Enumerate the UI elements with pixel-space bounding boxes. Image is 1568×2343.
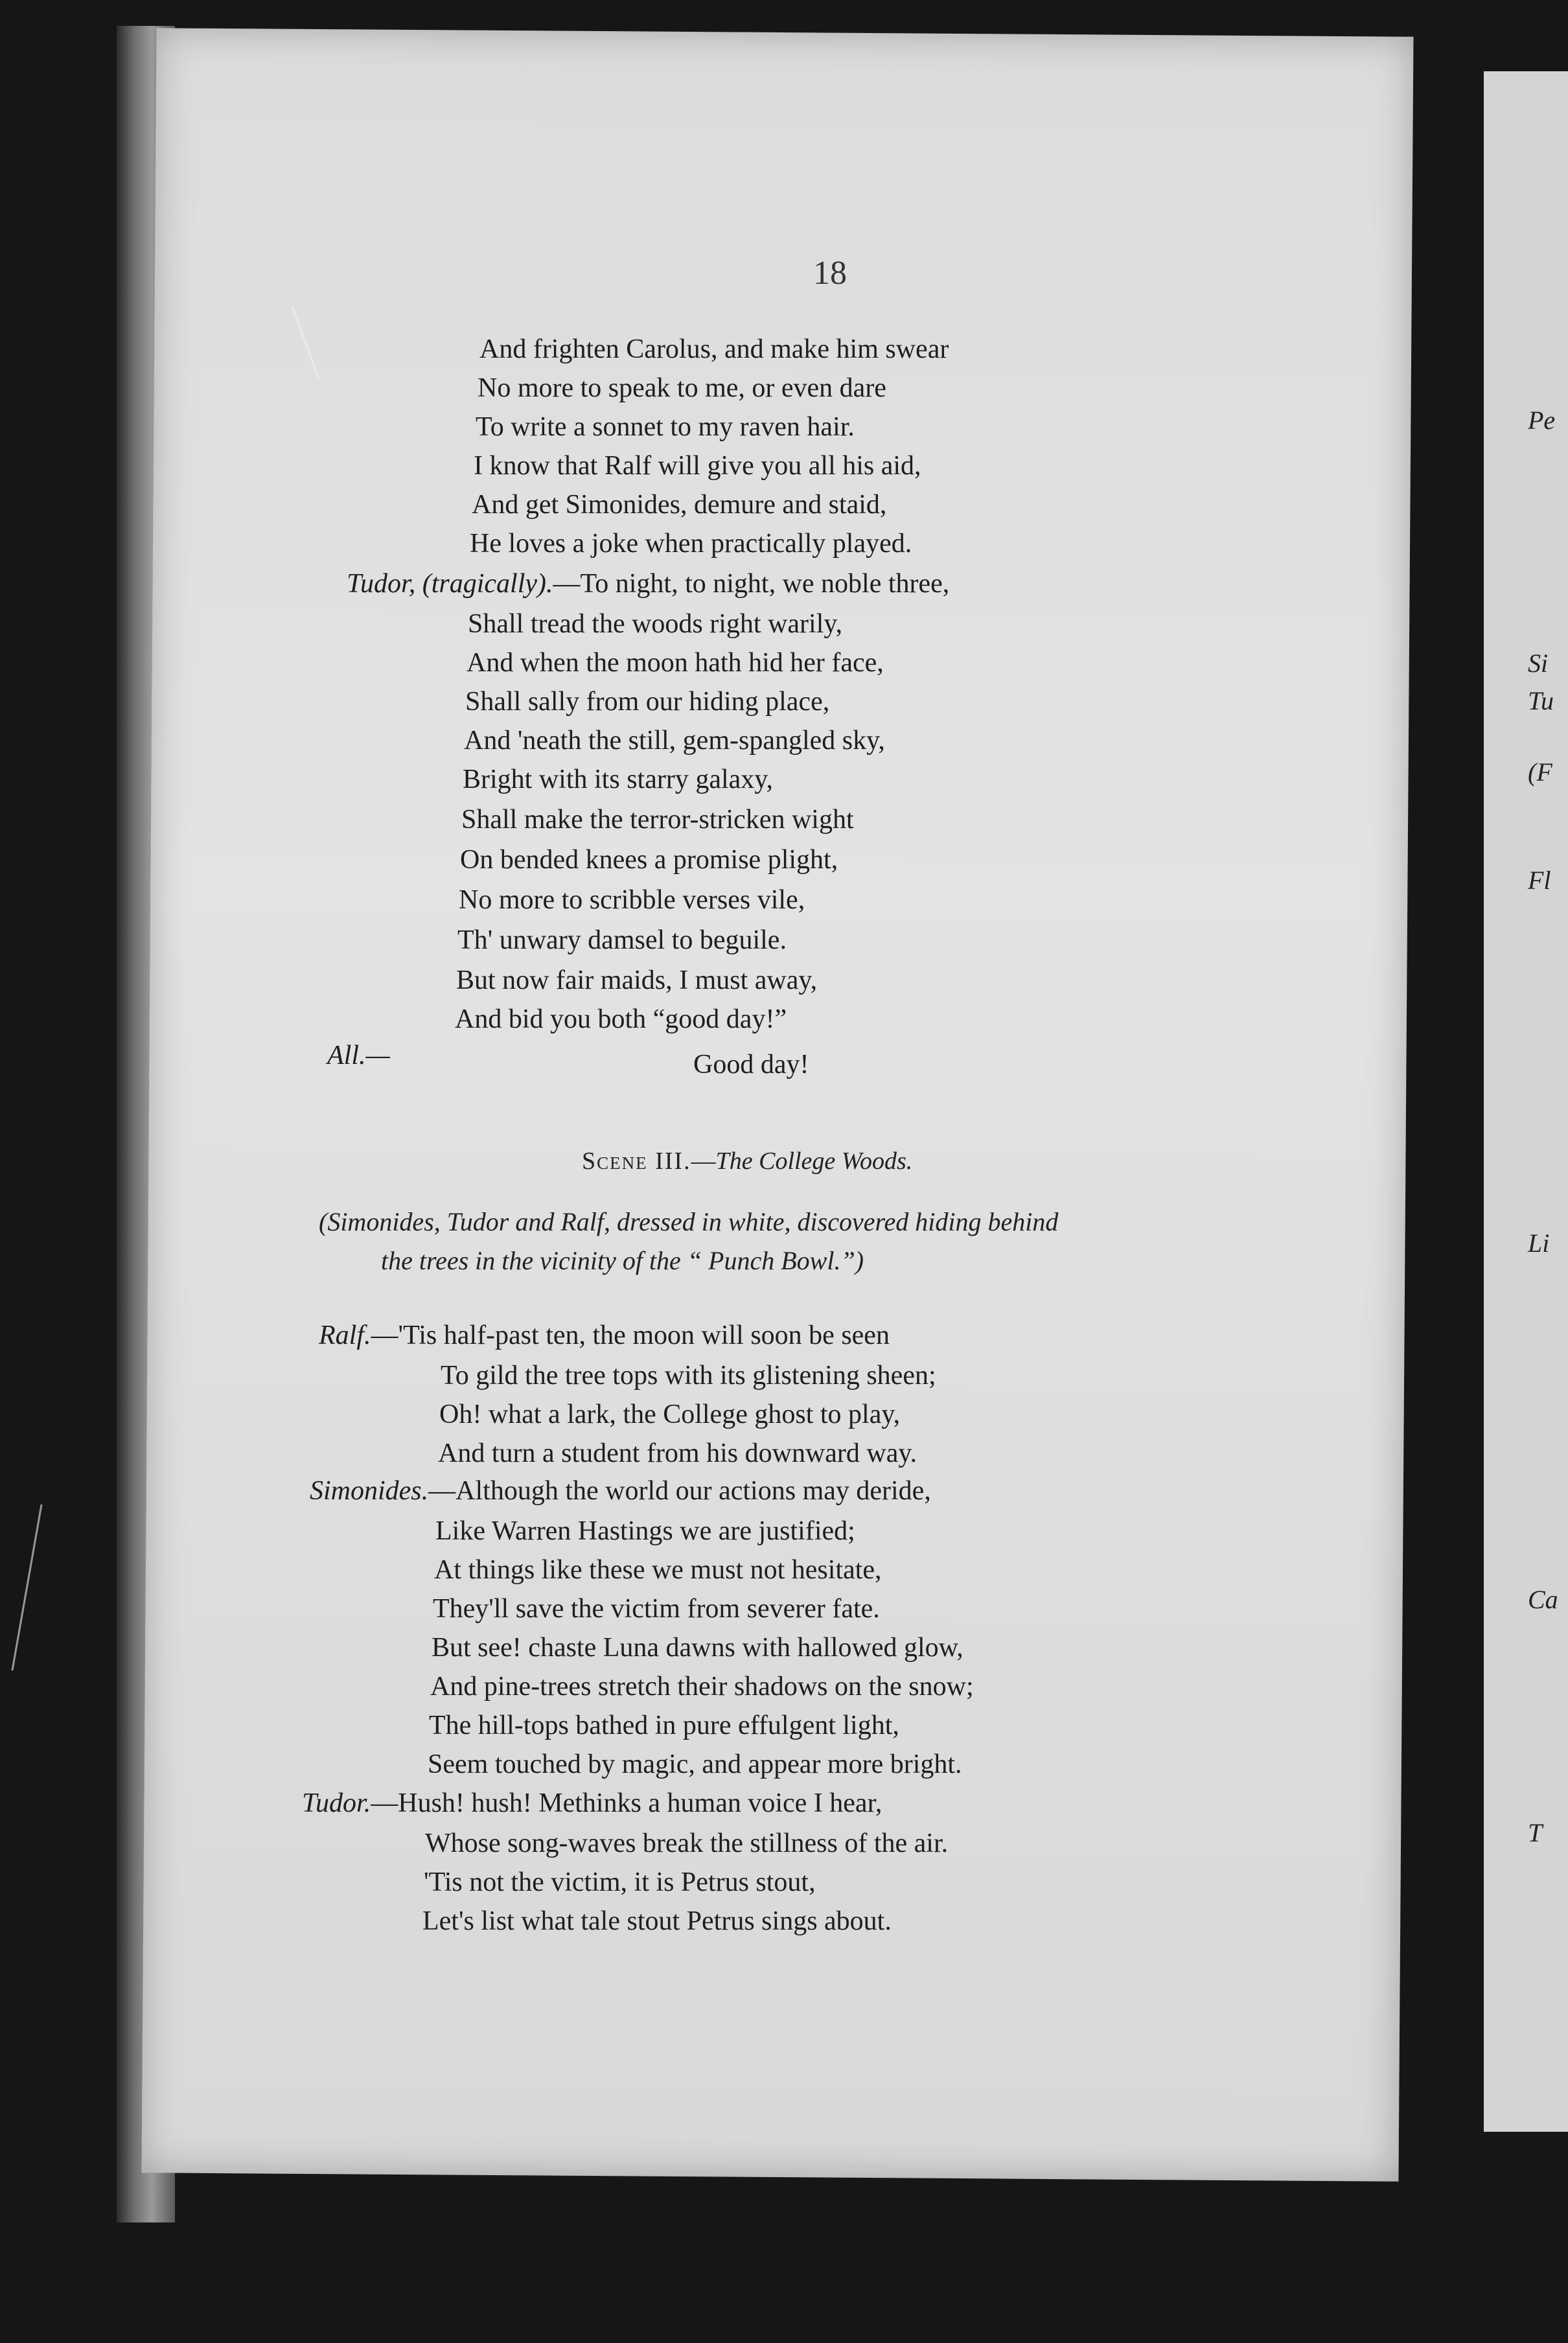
verse-line: Bright with its starry galaxy, [463, 765, 774, 794]
facing-page-fragment: Pe [1528, 406, 1556, 435]
speech-line-tudor [347, 570, 949, 597]
scene-title: The College Woods. [715, 1148, 913, 1175]
verse-line: No more to scribble verses vile, [459, 885, 805, 915]
verse-line: Th' unwary damsel to beguile. [457, 925, 787, 955]
verse-line: And when the moon hath hid her face, [467, 648, 884, 678]
verse-line: No more to speak to me, or even dare [478, 373, 886, 403]
verse-line: Shall make the terror-stricken wight [461, 805, 854, 835]
speech-line-simonides [310, 1477, 931, 1505]
scan-scratch [11, 1505, 42, 1671]
verse-line: Like Warren Hastings we are justified; [435, 1516, 855, 1546]
verse-line: But see! chaste Luna dawns with hallowed glow, [432, 1633, 963, 1663]
verse-line: —To night, to night, we noble three, [553, 569, 950, 599]
speech-line-ralf [319, 1322, 890, 1349]
verse-line: Whose song-waves break the stillness of the air. [425, 1829, 949, 1858]
facing-page-fragment: Li [1528, 1229, 1550, 1258]
facing-page-fragment: Ca [1528, 1585, 1558, 1614]
speaker-name: Tudor, [347, 569, 416, 599]
facing-page-fragment: Fl [1528, 866, 1551, 895]
verse-line: Good day! [693, 1050, 809, 1079]
verse-line: I know that Ralf will give you all his aid, [474, 451, 921, 481]
speaker-name: Ralf. [319, 1321, 371, 1350]
verse-line: The hill-tops bathed in pure effulgent light, [429, 1711, 899, 1740]
speaker-name: Tudor. [302, 1788, 371, 1818]
page-number: 18 [813, 255, 847, 292]
verse-line: Let's list what tale stout Petrus sings about. [422, 1906, 892, 1936]
verse-line: And bid you both “good day!” [455, 1004, 787, 1034]
stage-direction-inline: (tragically). [422, 569, 553, 599]
facing-page [1484, 71, 1568, 2132]
speaker-name: Simonides. [310, 1476, 429, 1506]
verse-line: At things like these we must not hesitate, [434, 1555, 882, 1585]
verse-line: He loves a joke when practically played. [470, 529, 912, 559]
facing-page-fragment: T [1528, 1818, 1543, 1847]
stage-direction: (Simonides, Tudor and Ralf, dressed in white, discovered hiding behind [319, 1207, 1059, 1236]
verse-line: And turn a student from his downward way. [438, 1438, 917, 1468]
verse-line: Seem touched by magic, and appear more bright. [428, 1749, 962, 1779]
verse-line: On bended knees a promise plight, [460, 845, 838, 875]
verse-line: Shall sally from our hiding place, [465, 687, 830, 717]
verse-line: —Although the world our actions may deride, [428, 1476, 931, 1506]
verse-line: And frighten Carolus, and make him swear [479, 334, 949, 364]
verse-line: Shall tread the woods right warily, [468, 609, 843, 639]
scene-dash: — [691, 1148, 716, 1175]
verse-line: And 'neath the still, gem-spangled sky, [464, 726, 885, 756]
verse-line: To write a sonnet to my raven hair. [476, 412, 855, 442]
speech-line-tudor [302, 1790, 882, 1817]
verse-line: Oh! what a lark, the College ghost to play, [439, 1400, 901, 1429]
verse-line: —'Tis half-past ten, the moon will soon be seen [371, 1321, 890, 1350]
verse-line: 'Tis not the victim, it is Petrus stout, [424, 1867, 816, 1897]
facing-page-fragment: (F [1528, 757, 1552, 787]
verse-line: And get Simonides, demure and staid, [472, 490, 887, 520]
scene-heading [582, 1147, 912, 1175]
verse-line: They'll save the victim from severer fate. [433, 1594, 880, 1624]
stage-direction: the trees in the vicinity of the “ Punch Bowl.”) [381, 1246, 864, 1275]
verse-line: —Hush! hush! Methinks a human voice I hear, [371, 1788, 882, 1818]
speaker-name: All.— [327, 1041, 390, 1070]
verse-line: To gild the tree tops with its glistening sheen; [441, 1361, 936, 1391]
facing-page-fragment: Tu [1528, 686, 1554, 715]
speech-line-all [327, 1042, 390, 1069]
facing-page-fragment: Si [1528, 649, 1549, 678]
verse-line: But now fair maids, I must away, [456, 965, 818, 995]
verse-line: And pine-trees stretch their shadows on the snow; [430, 1672, 974, 1702]
scene-label: Scene III. [582, 1148, 691, 1175]
